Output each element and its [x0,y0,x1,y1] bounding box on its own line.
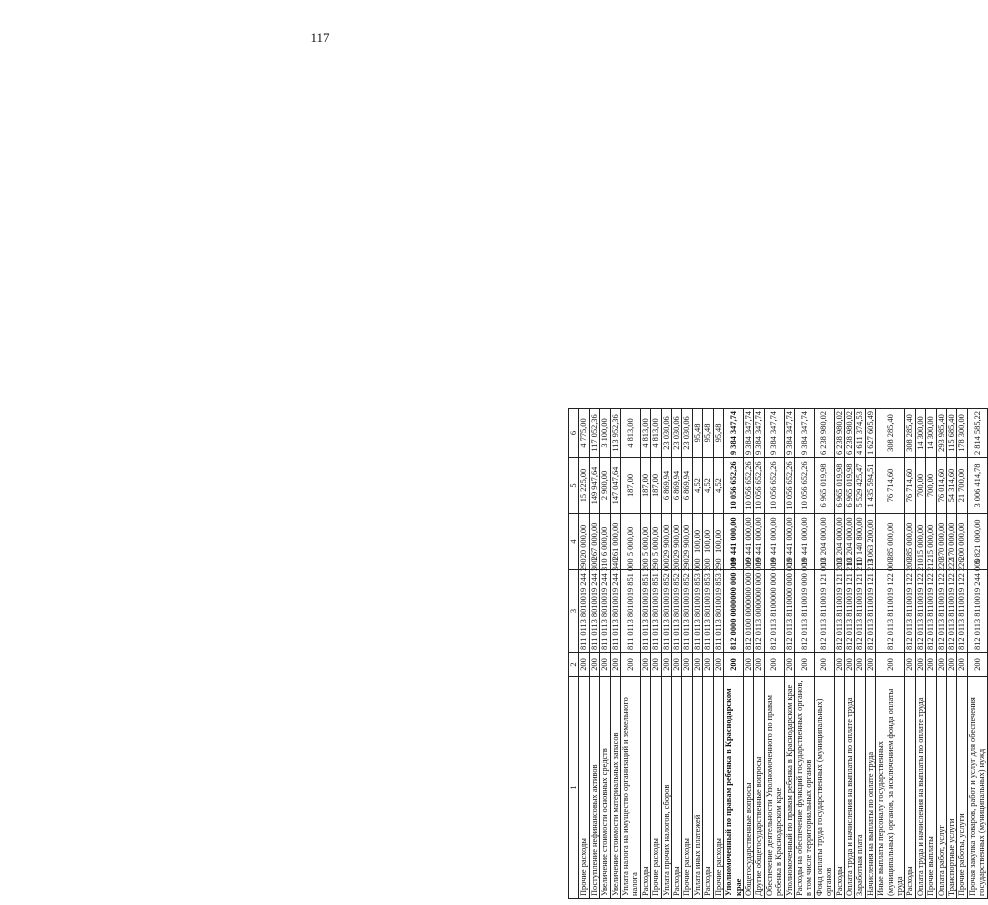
table-cell-c2: 200 [794,653,814,677]
table-cell-c3: 812 0113 8110000 000 000 [784,570,794,653]
table-cell-c5: 5 529 425,47 [855,458,865,514]
table-cell-c4: 19 441 000,00 [743,514,753,570]
table-cell-c4: 29 900,00 [682,514,692,570]
table-cell-c1: Увеличение стоимости основных средств [600,677,610,899]
table-cell-c3: 812 0113 8110019 121 000 [814,570,834,653]
table-cell-c4: 200 000,00 [957,514,967,570]
table-cell-c3: 811 0113 8010019 852 200 [672,570,682,653]
table-cell-c4: 10 140 800,00 [855,514,865,570]
table-row [957,409,967,899]
table-cell-c4: 5 000,00 [640,514,650,570]
table-cell-c3: 811 0113 8010019 852 000 [661,570,671,653]
table-cell-c2: 200 [834,653,844,677]
table-cell-c3: 812 0113 8110019 122 212 [926,570,936,653]
table-cell-c5: 4,52 [692,458,702,514]
table-cell-c4: 19 441 000,00 [724,514,744,570]
table-cell-c1: Иные выплаты персоналу государственных (муниципальных) органов, за исключением фонда оплаты труда [876,677,905,899]
table-row [713,409,723,899]
table-cell-c2: 200 [957,653,967,677]
table-row [579,409,589,899]
table-cell-c1: Прочие расходы [682,677,692,899]
table-cell-c4: 385 000,00 [905,514,915,570]
table-cell-c4: 13 204 000,00 [844,514,854,570]
table-cell-c2: 200 [610,653,620,677]
table-cell-c5: 10 056 652,26 [754,458,764,514]
table-cell-c1: Расходы [640,677,650,899]
table-row [743,409,753,899]
table-row [834,409,844,899]
table-cell-c2: 200 [926,653,936,677]
table-row [947,409,957,899]
table-cell-c3: 811 0113 8010019 244 290 [579,570,589,653]
table-cell-c1: Уполномоченный по правам ребенка в Краснодарском крае [784,677,794,899]
table-cell-c2: 200 [682,653,692,677]
table-row [682,409,692,899]
table-cell-c1: Прочие расходы [579,677,589,899]
table-cell-c2: 200 [724,653,744,677]
table-row [794,409,814,899]
table-cell-c2: 200 [651,653,661,677]
table-cell-c1: Транспортные услуги [947,677,957,899]
table-cell-c2: 200 [814,653,834,677]
table-cell-c1: Общегосударственные вопросы [743,677,753,899]
table-row [967,409,987,899]
table-row [814,409,834,899]
table-cell-c5: 6 869,94 [661,458,671,514]
table-row [855,409,865,899]
table-cell-c3: 812 0113 8110019 122 210 [915,570,925,653]
table-cell-c5: 76 714,60 [905,458,915,514]
table-cell-c1: Уплата прочих налогов, сборов [661,677,671,899]
table-cell-c5: 76 714,60 [876,458,905,514]
table-row [784,409,794,899]
table-cell-c6: 6 238 980,02 [844,409,854,458]
table-cell-c5: 187,00 [640,458,650,514]
table-cell-c3: 812 0000 0000000 000 000 [724,570,744,653]
table-cell-c2: 200 [754,653,764,677]
table-cell-c4: 19 441 000,00 [784,514,794,570]
table-cell-c2: 200 [967,653,987,677]
table-cell-c2: 200 [743,653,753,677]
table-cell-c1: Заработная плата [855,677,865,899]
table-cell-c6: 14 300,00 [926,409,936,458]
table-cell-c6: 4 813,00 [651,409,661,458]
table-cell-c3: 812 0113 8110019 121 211 [855,570,865,653]
table-cell-c2: 200 [703,653,713,677]
table-cell-c6: 23 030,06 [682,409,692,458]
table-cell-c5: 6 869,94 [682,458,692,514]
table-cell-c6: 23 030,06 [661,409,671,458]
table-row [703,409,713,899]
header-cell: 5 [569,458,579,514]
table-cell-c5: 54 314,60 [947,458,957,514]
table-row [764,409,784,899]
table-cell-c5: 700,00 [915,458,925,514]
table-cell-c6: 9 384 347,74 [724,409,744,458]
table-cell-c3: 812 0100 0000000 000 000 [743,570,753,653]
table-cell-c5: 2 900,00 [600,458,610,514]
table-cell-c1: Поступление нефинансовых активов [589,677,599,899]
table-cell-c4: 5 000,00 [621,514,641,570]
table-cell-c2: 200 [844,653,854,677]
table-cell-c3: 812 0113 8110019 121 200 [834,570,844,653]
table-cell-c5: 6 965 019,98 [834,458,844,514]
table-cell-c6: 9 384 347,74 [743,409,753,458]
table-row [692,409,702,899]
table-cell-c3: 811 0113 8010019 244 340 [610,570,620,653]
table-cell-c5: 10 056 652,26 [743,458,753,514]
table-cell-c4: 20 000,00 [579,514,589,570]
table-cell-c1: Прочие расходы [713,677,723,899]
table-cell-c5: 4,52 [713,458,723,514]
table-cell-c2: 200 [915,653,925,677]
table-cell-c1: Уплата иных платежей [692,677,702,899]
table-row [915,409,925,899]
table-cell-c6: 1 627 605,49 [865,409,875,458]
table-cell-c2: 200 [764,653,784,677]
table-cell-c2: 200 [936,653,946,677]
table-row [640,409,650,899]
table-cell-c3: 812 0113 8100000 000 000 [764,570,784,653]
table-cell-c4: 15 000,00 [915,514,925,570]
table-cell-c2: 200 [865,653,875,677]
table-cell-c1: Расходы на обеспечение функций государственных органов, в том числе территориальных органов [794,677,814,899]
table-cell-c4: 5 000,00 [651,514,661,570]
table-row [610,409,620,899]
table-cell-c1: Другие общегосударственные вопросы [754,677,764,899]
table-cell-c1: Увеличение стоимости материальных запасов [610,677,620,899]
table-cell-c5: 15 225,00 [579,458,589,514]
table-cell-c1: Оплата труда и начисления на выплаты по оплате труда [915,677,925,899]
table-cell-c1: Уплата налога на имущество организаций и земельного налога [621,677,641,899]
table-cell-c3: 811 0113 8010019 851 290 [651,570,661,653]
table-cell-c5: 10 056 652,26 [784,458,794,514]
table-cell-c5: 6 869,94 [672,458,682,514]
table-cell-c1: Прочая закупка товаров, работ и услуг для обеспечения государственных (муниципальных) нужд [967,677,987,899]
table-cell-c4: 13 204 000,00 [814,514,834,570]
table-cell-c6: 95,48 [713,409,723,458]
table-cell-c1: Уполномоченный по правам ребенка в Краснодарском крае [724,677,744,899]
table-cell-c2: 200 [600,653,610,677]
table-cell-c2: 200 [589,653,599,677]
table-cell-c5: 10 056 652,26 [724,458,744,514]
table-cell-c5: 147 047,64 [610,458,620,514]
table-cell-c6: 293 985,40 [936,409,946,458]
budget-table [568,408,988,899]
table-cell-c4: 29 900,00 [661,514,671,570]
table-cell-c3: 812 0113 8110019 122 222 [947,570,957,653]
table-row [844,409,854,899]
table-cell-c4: 19 441 000,00 [754,514,764,570]
table-cell-c5: 187,00 [621,458,641,514]
table-cell-c3: 812 0113 8110019 122 220 [936,570,946,653]
table-cell-c3: 811 0113 8010019 851 200 [640,570,650,653]
table-cell-c6: 6 238 980,02 [814,409,834,458]
table-cell-c3: 811 0113 8010019 244 300 [589,570,599,653]
table-cell-c6: 4 813,00 [621,409,641,458]
table-row [661,409,671,899]
table-cell-c3: 812 0113 8110019 121 213 [865,570,875,653]
table-cell-c6: 9 384 347,74 [784,409,794,458]
table-cell-c5: 700,00 [926,458,936,514]
table-cell-c6: 23 030,06 [672,409,682,458]
header-cell: 2 [569,653,579,677]
table-cell-c5: 21 700,00 [957,458,967,514]
table-cell-c4: 100,00 [713,514,723,570]
table-cell-c6: 4 775,00 [579,409,589,458]
table-cell-c4: 29 900,00 [672,514,682,570]
table-cell-c2: 200 [661,653,671,677]
table-cell-c6: 113 952,36 [610,409,620,458]
header-cell: 6 [569,409,579,458]
table-cell-c4: 100,00 [692,514,702,570]
table-cell-c1: Прочие выплаты [926,677,936,899]
table-row [600,409,610,899]
table-cell-c4: 19 441 000,00 [764,514,784,570]
table-row [865,409,875,899]
table-cell-c6: 4 813,00 [640,409,650,458]
table-cell-c6: 95,48 [692,409,702,458]
table-row [589,409,599,899]
table-cell-c2: 200 [876,653,905,677]
table-cell-c2: 200 [672,653,682,677]
table-cell-c2: 200 [947,653,957,677]
table-cell-c1: Расходы [703,677,713,899]
table-cell-c4: 370 000,00 [936,514,946,570]
table-cell-c4: 170 000,00 [947,514,957,570]
table-cell-c3: 811 0113 8010019 853 290 [713,570,723,653]
table-header-row [569,409,579,899]
table-cell-c6: 9 384 347,74 [764,409,784,458]
table-row [651,409,661,899]
table-cell-c6: 117 052,36 [589,409,599,458]
table-cell-c4: 5 821 000,00 [967,514,987,570]
table-cell-c6: 178 300,00 [957,409,967,458]
table-cell-c6: 4 611 374,53 [855,409,865,458]
page-number: 117 [310,30,330,45]
table-cell-c3: 811 0113 8010019 852 290 [682,570,692,653]
table-cell-c6: 9 384 347,74 [754,409,764,458]
table-cell-c1: Обеспечение деятельности Уполномоченного по правам ребенка в Краснодарском крае [764,677,784,899]
table-cell-c4: 6 000,00 [600,514,610,570]
table-row [672,409,682,899]
table-cell-c3: 812 0113 8110019 244 000 [967,570,987,653]
table-cell-c3: 812 0113 8110019 122 000 [876,570,905,653]
table-cell-c6: 2 814 585,22 [967,409,987,458]
header-cell: 4 [569,514,579,570]
table-cell-c4: 261 000,00 [610,514,620,570]
table-cell-c5: 76 014,60 [936,458,946,514]
header-cell: 3 [569,570,579,653]
table-cell-c3: 812 0113 8110019 122 226 [957,570,967,653]
table-row [876,409,905,899]
table-cell-c5: 3 006 414,78 [967,458,987,514]
table-cell-c1: Фонд оплаты труда государственных (муниципальных) органов [814,677,834,899]
table-cell-c5: 1 435 594,51 [865,458,875,514]
table-cell-c2: 200 [784,653,794,677]
table-cell-c3: 811 0113 8010019 853 000 [692,570,702,653]
table-cell-c1: Расходы [905,677,915,899]
table-cell-c5: 10 056 652,26 [764,458,784,514]
table-cell-c5: 149 947,64 [589,458,599,514]
table-cell-c6: 14 300,00 [915,409,925,458]
table-cell-c5: 187,00 [651,458,661,514]
table-cell-c1: Расходы [834,677,844,899]
table-cell-c2: 200 [855,653,865,677]
table-cell-c6: 308 285,40 [876,409,905,458]
table-cell-c4: 15 000,00 [926,514,936,570]
table-cell-c3: 812 0113 8110019 000 000 [794,570,814,653]
table-cell-c3: 812 0113 0000000 000 000 [754,570,764,653]
table-cell-c1: Прочие работы, услуги [957,677,967,899]
table-cell-c3: 811 0113 8010019 851 000 [621,570,641,653]
table-cell-c4: 19 441 000,00 [794,514,814,570]
table-cell-c6: 6 238 980,02 [834,409,844,458]
header-cell: 1 [569,677,579,899]
table-cell-c2: 200 [713,653,723,677]
table-row [926,409,936,899]
table-cell-c5: 4,52 [703,458,713,514]
table-cell-c6: 9 384 347,74 [794,409,814,458]
table-cell-c4: 267 000,00 [589,514,599,570]
table-cell-c3: 811 0113 8010019 244 310 [600,570,610,653]
table-row [754,409,764,899]
table-cell-c1: Прочие расходы [651,677,661,899]
table-cell-c6: 308 285,40 [905,409,915,458]
table-cell-c5: 6 965 019,98 [844,458,854,514]
table-cell-c1: Оплата труда и начисления на выплаты по оплате труда [844,677,854,899]
table-cell-c6: 95,48 [703,409,713,458]
table-cell-c3: 812 0113 8110019 122 200 [905,570,915,653]
table-row [936,409,946,899]
table-cell-c2: 200 [621,653,641,677]
table-cell-c2: 200 [692,653,702,677]
table-cell-c4: 100,00 [703,514,713,570]
budget-table-body [569,409,988,899]
table-cell-c3: 812 0113 8110019 121 210 [844,570,854,653]
table-cell-c4: 13 204 000,00 [834,514,844,570]
table-cell-c2: 200 [640,653,650,677]
table-row [724,409,744,899]
table-cell-c5: 10 056 652,26 [794,458,814,514]
table-cell-c2: 200 [579,653,589,677]
table-cell-c1: Начисления на выплаты по оплате труда [865,677,875,899]
table-cell-c3: 811 0113 8010019 853 200 [703,570,713,653]
rotated-table-container [568,408,988,899]
table-cell-c6: 115 685,40 [947,409,957,458]
table-cell-c1: Оплата работ, услуг [936,677,946,899]
table-cell-c4: 385 000,00 [876,514,905,570]
table-cell-c2: 200 [905,653,915,677]
table-cell-c6: 3 100,00 [600,409,610,458]
table-row [621,409,641,899]
table-cell-c5: 6 965 019,98 [814,458,834,514]
table-cell-c4: 3 063 200,00 [865,514,875,570]
table-row [905,409,915,899]
table-cell-c1: Расходы [672,677,682,899]
